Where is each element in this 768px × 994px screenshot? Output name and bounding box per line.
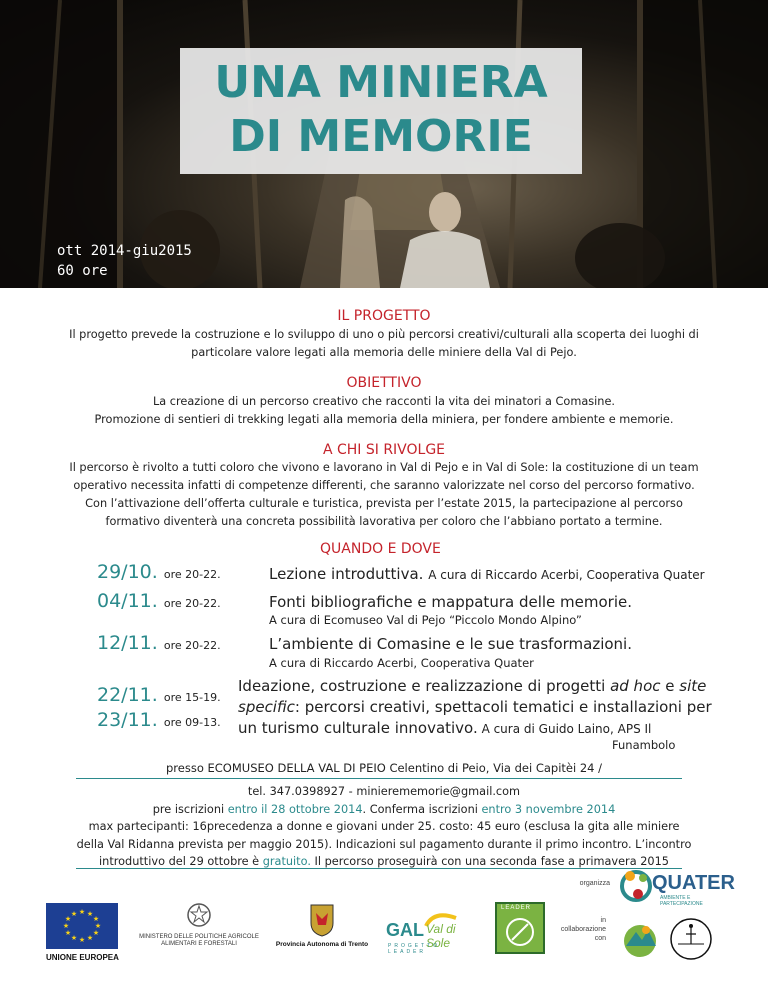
eu-label: UNIONE EUROPEA [46, 953, 119, 962]
multi-line-2b: : percorsi creativi, spettacoli tematici e installazioni per [294, 698, 712, 716]
contact-block [0, 783, 768, 871]
svg-text:★: ★ [70, 934, 78, 942]
event-2-date-text: 04/11. [97, 590, 158, 612]
event-3-date-text: 12/11. [97, 632, 158, 654]
gal-logo [386, 910, 482, 955]
rivolge-line-4: formativo diventerà una concreta possibilità lavorativa per coloro che l’abbiano portato a termine. [105, 515, 663, 528]
gal-wordmark: GAL [386, 920, 424, 940]
progetto-heading: IL PROGETTO [337, 308, 431, 324]
ministero-line-1: MINISTERO DELLE POLITICHE AGRICOLE [139, 934, 259, 940]
pre-c: . Conferma iscrizioni [362, 802, 482, 816]
leader-logo [495, 902, 545, 954]
title-line-1: UNA MINIERA [214, 57, 548, 108]
ministero-line-2: ALIMENTARI E FORESTALI [161, 941, 237, 947]
trento-eagle-icon [309, 903, 335, 937]
hours-text: 60 ore [57, 263, 108, 279]
event-2-time: ore 20-22. [163, 597, 221, 610]
period-text: ott 2014-giu2015 [57, 243, 192, 259]
event-2-curator: A cura di Ecomuseo Val di Pejo “Piccolo Mondo Alpino” [269, 613, 582, 627]
event-1-title-text: Lezione introduttiva. [269, 565, 424, 583]
event-5-time: ore 09-13. [163, 716, 221, 729]
obiettivo-line-2: Promozione di sentieri di trekking legati alla memoria della miniera, per fondere ambiente e memorie. [94, 413, 674, 426]
ad-hoc-text: ad hoc [610, 677, 661, 695]
ecomuseo-icon [620, 916, 660, 962]
venue-text: presso ECOMUSEO DELLA VAL DI PEIO Celentino di Peio, Via dei Capitèi 24 / [165, 761, 603, 775]
multi-line-1c: e [660, 677, 680, 695]
svg-text:★: ★ [64, 929, 72, 937]
event-3-title: L’ambiente di Comasine e le sue trasformazioni. [269, 635, 632, 653]
quater-hand-icon [616, 866, 656, 906]
divider-1 [76, 778, 682, 779]
contact-line-3: max partecipanti: 16precedenza a donne e giovani under 25. costo: 45 euro (esclusa la gita alle miniere [88, 820, 680, 833]
provincia-label: Provincia Autonoma di Trento [275, 941, 369, 948]
quater-wordmark: QUATER [652, 872, 735, 894]
contact-line-4: della Val Ridanna prevista per maggio 2015). Indicazioni sul pagamento durante il primo incontro. L’incontro [76, 837, 692, 851]
collab-line-1: in [600, 917, 606, 924]
eu-flag-icon [46, 903, 118, 949]
multi-line-1a: Ideazione, costruzione e realizzazione di progetti [238, 677, 611, 695]
svg-text:★: ★ [92, 929, 100, 937]
multi-line-3 [238, 718, 718, 740]
obiettivo-heading: OBIETTIVO [346, 375, 422, 391]
poster-title [180, 56, 582, 164]
ecomuseo-logo [620, 916, 660, 966]
svg-text:★: ★ [94, 922, 102, 930]
progetto-text [0, 326, 768, 362]
event-1-date [97, 561, 221, 583]
svg-text:★: ★ [62, 922, 70, 930]
svg-text:★: ★ [86, 934, 94, 942]
italian-emblem-icon [185, 900, 213, 930]
funambolo-icon [668, 916, 714, 962]
course-period [57, 241, 192, 281]
obiettivo-line-1: La creazione di un percorso creativo che racconti la vita dei minatori a Comasine. [153, 395, 615, 408]
line5-a: introduttivo del 29 ottobre è [99, 855, 263, 868]
contact-tel: tel. 347.0398927 - minierememorie@gmail.com [247, 785, 521, 798]
event-multi-description [238, 676, 718, 740]
svg-text:★: ★ [78, 936, 86, 944]
multi-line-3b: A cura di Guido Laino, APS Il [477, 722, 652, 736]
quando-heading: QUANDO E DOVE [320, 541, 441, 557]
contact-preiscrizioni [0, 801, 768, 819]
event-4-date-text: 22/11. [97, 684, 158, 706]
event-5-date [97, 709, 221, 731]
event-1-time: ore 20-22. [163, 568, 221, 581]
event-1-curator: A cura di Riccardo Acerbi, Cooperativa Quater [428, 568, 705, 582]
event-4-date [97, 684, 221, 706]
svg-text:★: ★ [86, 910, 94, 918]
svg-text:★: ★ [64, 915, 72, 923]
free-text: gratuito. [262, 855, 311, 868]
leader-label: LEADER [501, 905, 532, 911]
quater-subtitle: AMBIENTE E PARTECIPAZIONE [660, 895, 703, 907]
event-2-title: Fonti bibliografiche e mappatura delle memorie. [269, 593, 632, 611]
progetto-line-2: particolare valore legati alla memoria delle miniere della Val di Pejo. [191, 346, 577, 359]
provincia-logo [270, 903, 374, 948]
event-1-title [269, 565, 705, 583]
event-3-date [97, 632, 221, 654]
line5-c: Il percorso proseguirà con una seconda fase a primavera 2015 [310, 855, 669, 868]
rivolge-line-1: Il percorso è rivolto a tutti coloro che vivono e lavorano in Val di Pejo e in Val di Sole: la costituzione di un team [69, 461, 699, 474]
svg-text:★: ★ [70, 910, 78, 918]
multi-line-2 [238, 697, 718, 718]
event-1-date-text: 29/10. [97, 561, 158, 583]
leader-star-icon [500, 914, 540, 950]
obiettivo-text [0, 393, 768, 429]
svg-text:★: ★ [92, 915, 100, 923]
event-3-curator: A cura di Riccardo Acerbi, Cooperativa Quater [269, 656, 534, 670]
multi-line-4: Funambolo [612, 738, 676, 752]
rivolge-heading: A CHI SI RIVOLGE [322, 442, 446, 458]
divider-2 [76, 868, 682, 869]
rivolge-line-2: operativo necessita infatti di competenze differenti, che saranno valorizzate nel corso del percorso formativo. [73, 479, 695, 492]
eu-logo [46, 903, 119, 962]
organizza-label: organizza [579, 880, 610, 887]
progetto-line-1: Il progetto prevede la costruzione e lo sviluppo di uno o più percorsi creativi/culturali alla scoperta dei luoghi di [69, 328, 699, 341]
collaborazione-label [540, 916, 606, 943]
rivolge-line-3: Con l’attivazione dell’offerta culturale e turistica, prevista per l’estate 2015, la partecipazione al percorso [85, 497, 683, 510]
event-5-date-text: 23/11. [97, 709, 158, 731]
confirm-deadline: entro 3 novembre 2014 [481, 802, 616, 816]
title-line-2: DI MEMORIE [229, 111, 533, 162]
pre-deadline: entro il 28 ottobre 2014 [227, 802, 363, 816]
pre-a: pre iscrizioni [152, 802, 228, 816]
collab-line-3: con [594, 935, 606, 942]
multi-line-1 [238, 676, 718, 697]
site-text: site [679, 677, 707, 695]
ministero-label [130, 934, 268, 948]
funambolo-logo [668, 916, 714, 966]
svg-text:★: ★ [78, 908, 86, 916]
gal-sub: PROGETTO LEADER [388, 943, 440, 955]
ministero-logo [130, 900, 268, 948]
multi-line-3a: un turismo culturale innovativo. [238, 719, 478, 737]
rivolge-text [0, 459, 768, 531]
specific-text: specific [238, 698, 295, 716]
quater-logo [616, 866, 735, 907]
event-2-date [97, 590, 221, 612]
gal-script: Val di Sole [426, 922, 456, 950]
event-4-time: ore 15-19. [163, 691, 221, 704]
event-3-time: ore 20-22. [163, 639, 221, 652]
collab-line-2: collaborazione [560, 926, 606, 933]
